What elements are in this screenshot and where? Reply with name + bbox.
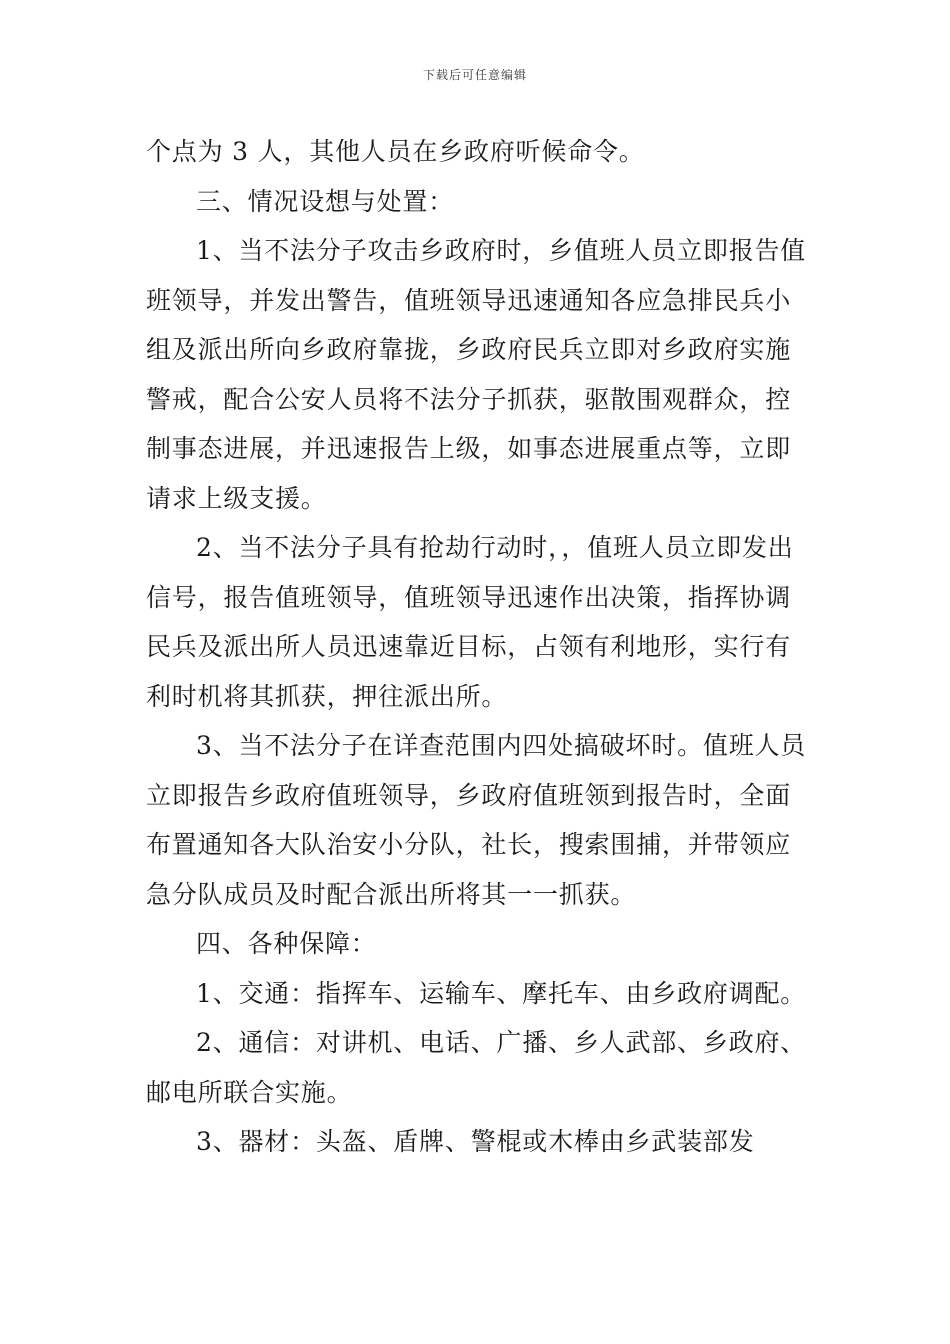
text-line: 民兵及派出所人员迅速靠近目标，占领有利地形，实行有	[146, 632, 792, 661]
text-line: 3、器材：头盔、盾牌、警棍或木棒由乡武装部发	[196, 1127, 755, 1156]
text-line: 四、各种保障：	[196, 929, 377, 958]
page-header-note: 下载后可任意编辑	[422, 68, 527, 82]
text-line: 布置通知各大队治安小分队，社长，搜索围捕，并带领应	[146, 830, 792, 859]
text-line: 警戒，配合公安人员将不法分子抓获，驱散围观群众，控	[146, 384, 792, 414]
text-line: 2、通信：对讲机、电话、广播、乡人武部、乡政府、	[196, 1028, 807, 1057]
text-line: 三、情况设想与处置：	[196, 186, 455, 216]
text-line: 制事态进展，并迅速报告上级，如事态进展重点等，立即	[146, 434, 792, 463]
text-line: 利时机将其抓获，押往派出所。	[146, 681, 508, 711]
text-line: 1、交通：指挥车、运输车、摩托车、由乡政府调配。	[196, 978, 807, 1008]
text-line: 班领导，并发出警告，值班领导迅速通知各应急排民兵小	[146, 285, 792, 315]
text-line: 1、当不法分子攻击乡政府时，乡值班人员立即报告值	[196, 236, 807, 265]
text-line: 3、当不法分子在详查范围内四处搞破坏时。值班人员	[196, 731, 807, 760]
document-body	[146, 127, 808, 1167]
text-line: 邮电所联合实施。	[146, 1077, 353, 1107]
text-line: 组及派出所向乡政府靠拢，乡政府民兵立即对乡政府实施	[146, 335, 792, 364]
text-line: 信号，报告值班领导，值班领导迅速作出决策，指挥协调	[146, 582, 792, 612]
text-line: 个点为 3 人，其他人员在乡政府听候命令。	[146, 137, 645, 166]
text-line: 急分队成员及时配合派出所将其一一抓获。	[146, 879, 637, 909]
text-line: 立即报告乡政府值班领导，乡政府值班领到报告时，全面	[146, 780, 792, 810]
text-line: 2、当不法分子具有抢劫行动时，，值班人员立即发出	[196, 533, 794, 562]
text-line: 请求上级支援。	[146, 483, 327, 513]
